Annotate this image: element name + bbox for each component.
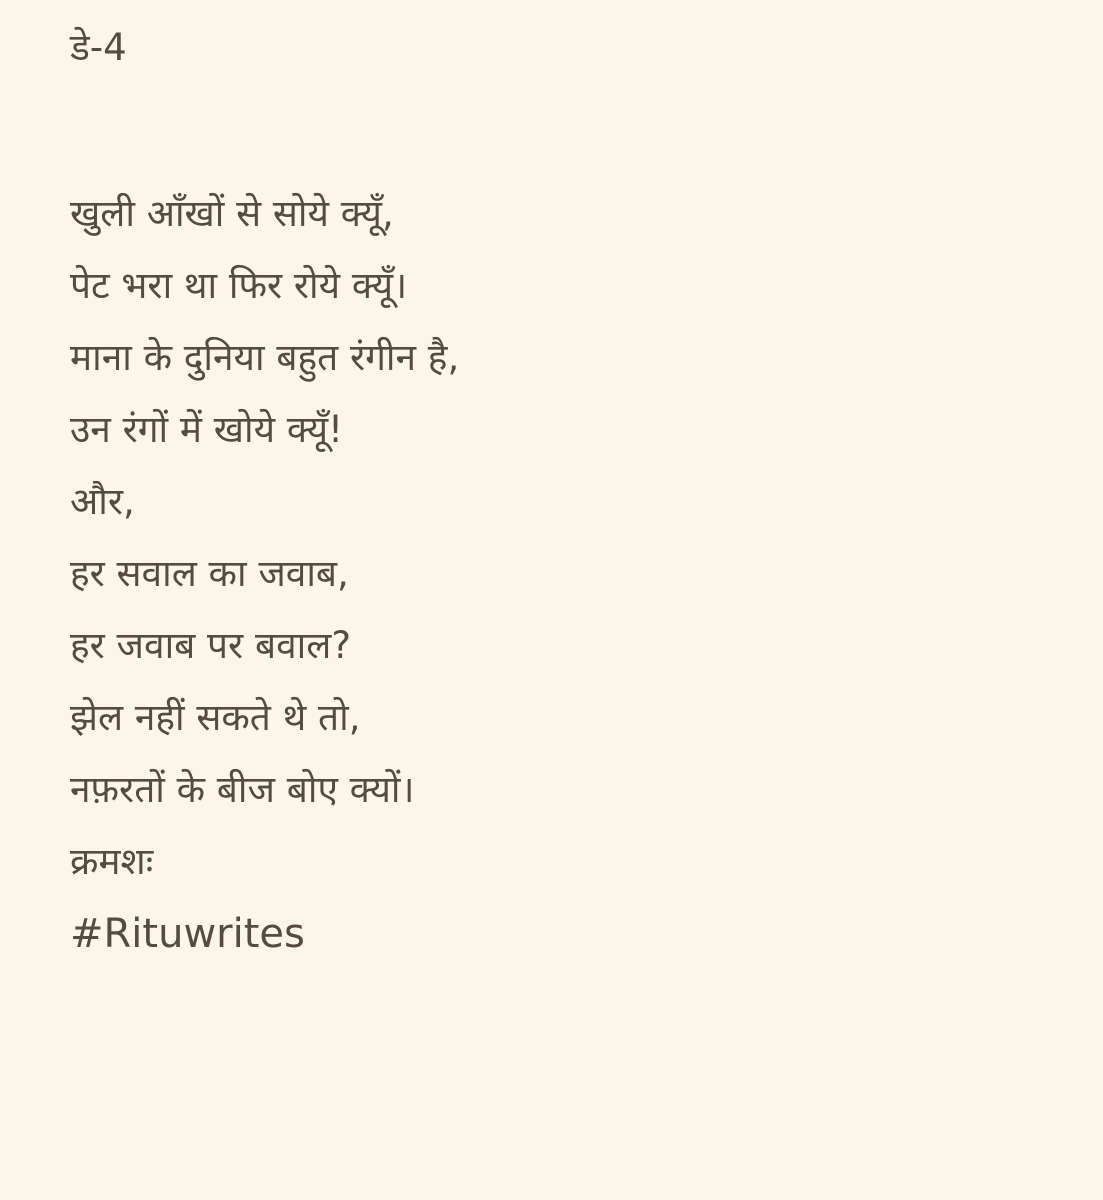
poem-line: और, <box>70 480 135 523</box>
poem-line: नफ़रतों के बीज बोए क्यों। <box>70 768 415 811</box>
note-heading: डे-4 <box>70 26 127 69</box>
poem-line: माना के दुनिया बहुत रंगीन है, <box>70 336 460 379</box>
poem-line: हर जवाब पर बवाल? <box>70 624 351 667</box>
poem-line: पेट भरा था फिर रोये क्यूँ। <box>70 264 408 307</box>
poem-body <box>70 178 459 970</box>
poem-line: खुली आँखों से सोये क्यूँ, <box>70 192 394 235</box>
poem-line: झेल नहीं सकते थे तो, <box>70 696 361 739</box>
poem-line-continued: क्रमशः <box>70 840 154 883</box>
poem-line: उन रंगों में खोये क्यूँ! <box>70 408 343 451</box>
hashtag: #Rituwrites <box>70 911 305 957</box>
poem-line: हर सवाल का जवाब, <box>70 552 349 595</box>
